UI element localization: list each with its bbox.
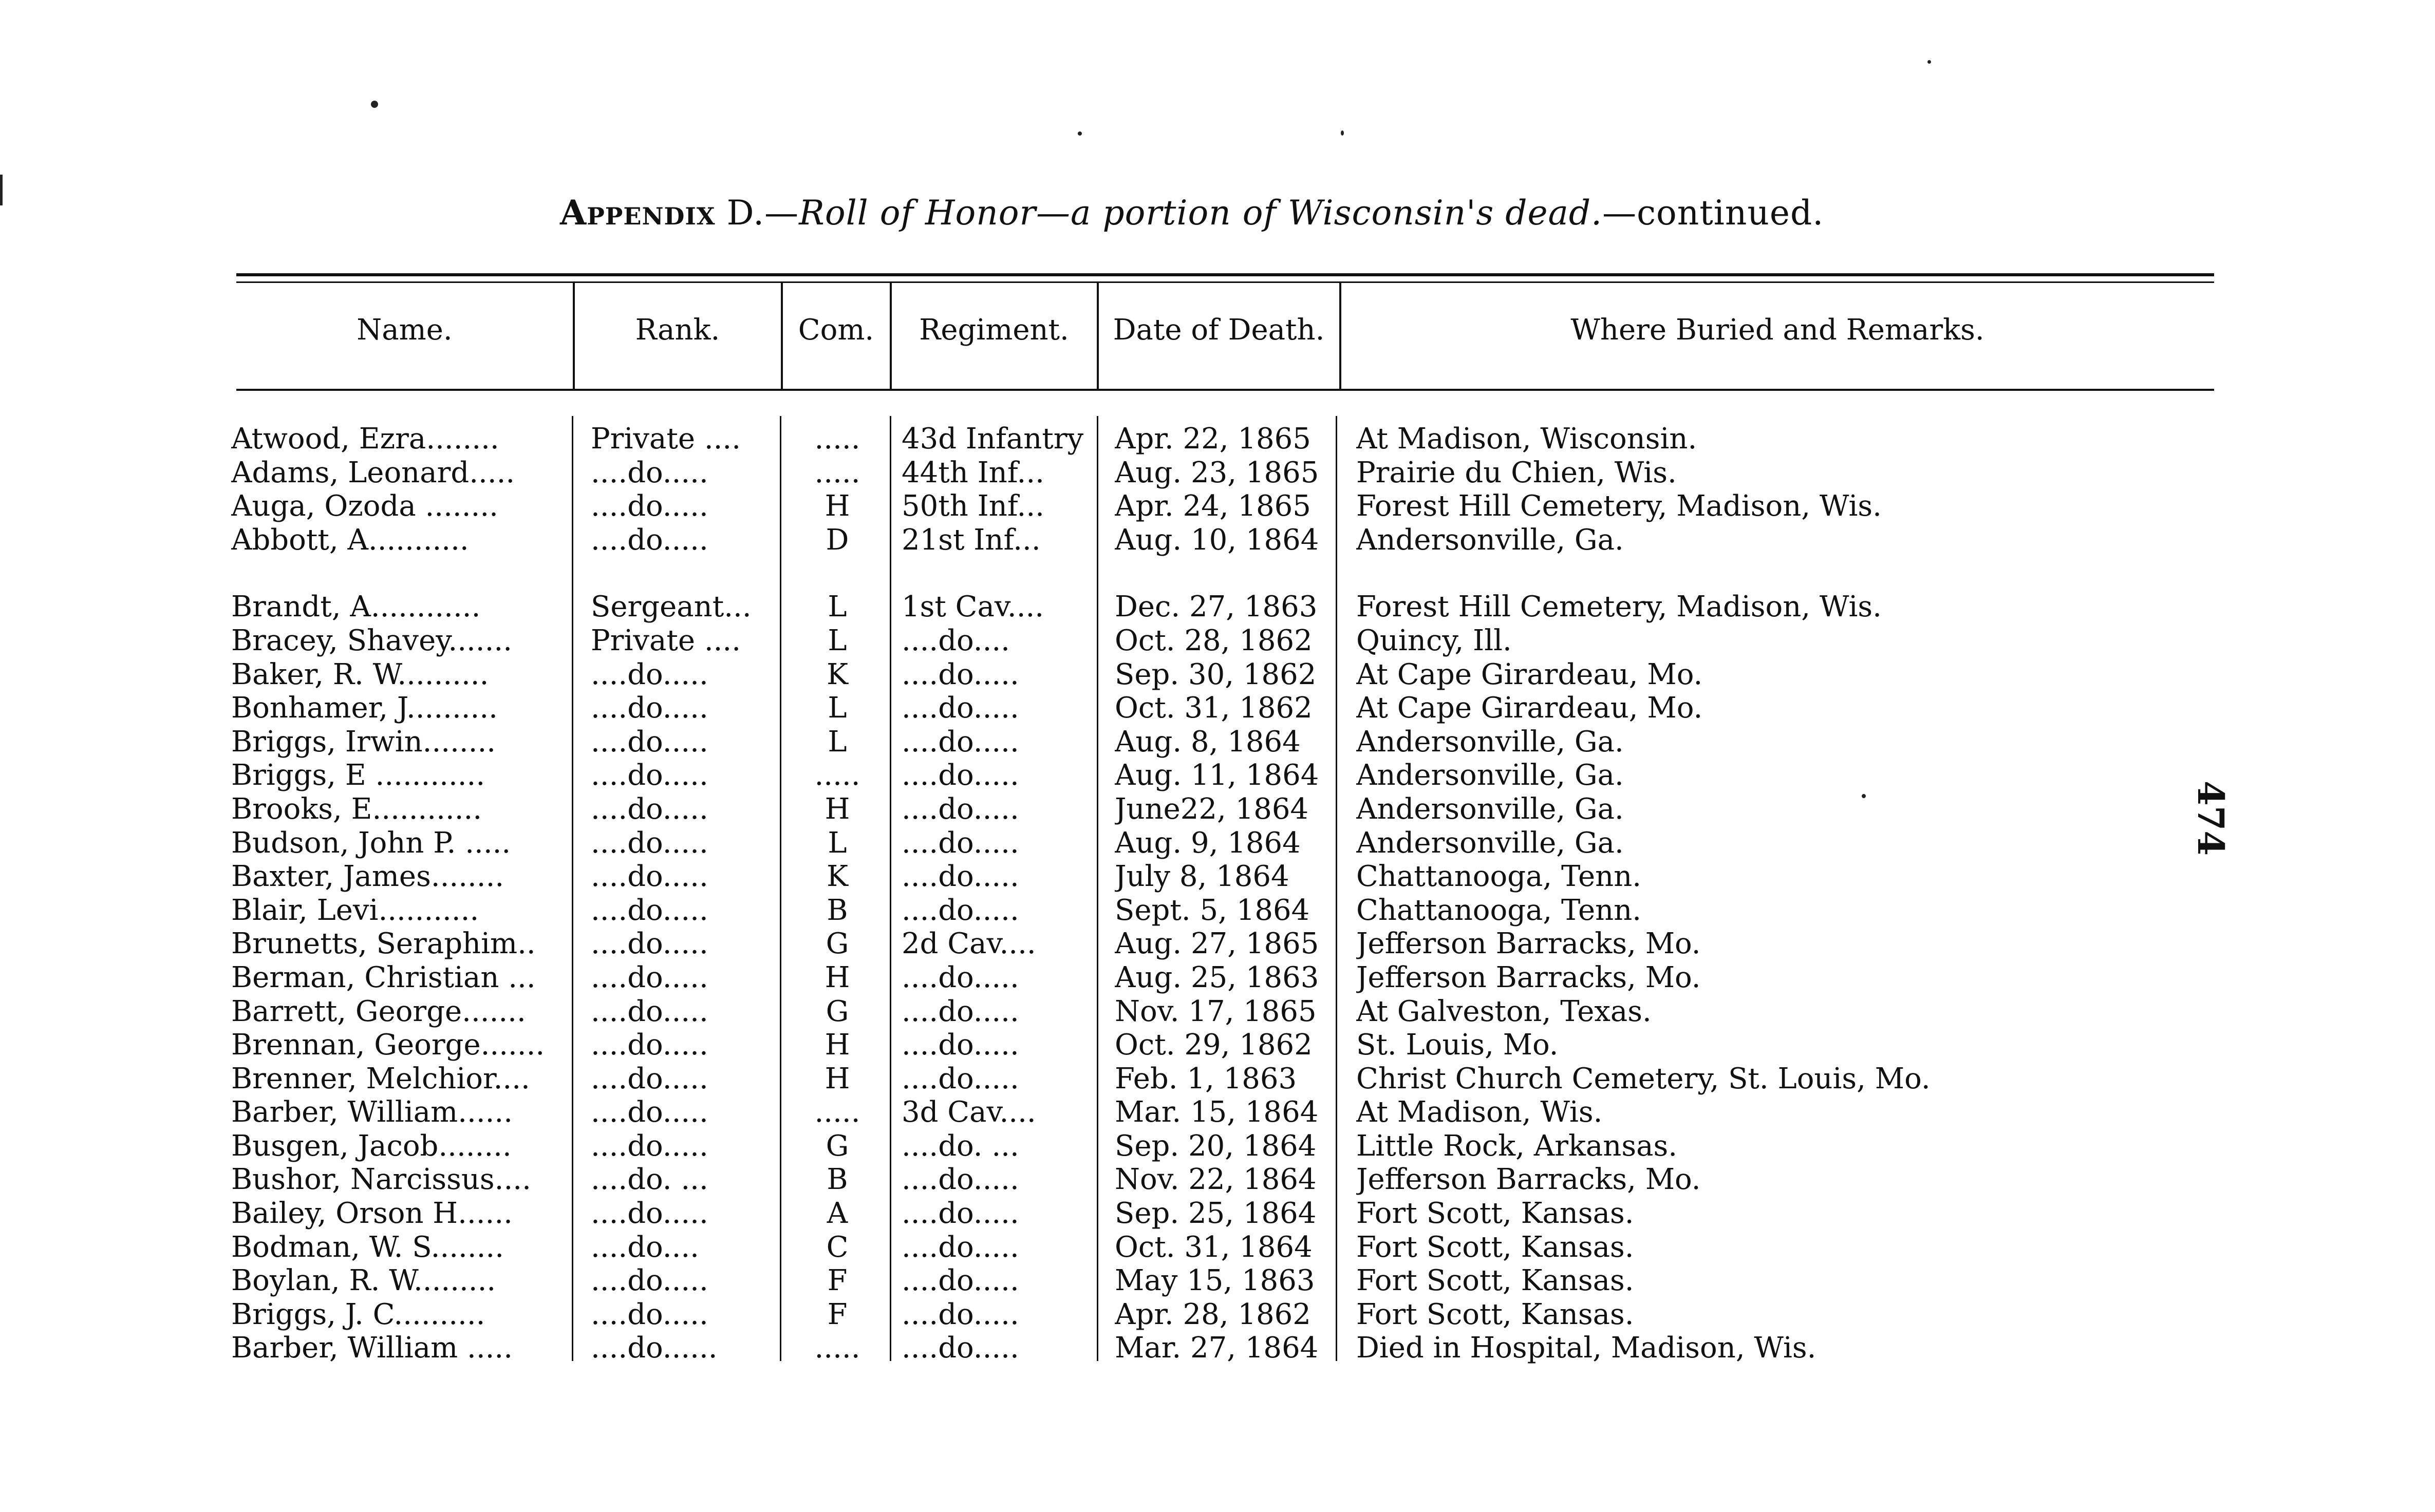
cell-where-buried: Died in Hospital, Madison, Wis. xyxy=(1356,1331,1816,1365)
table-row xyxy=(0,1197,2435,1231)
print-speck xyxy=(1927,60,1931,64)
table-row xyxy=(0,725,2435,759)
cell-where-buried: Andersonville, Ga. xyxy=(1356,523,1624,557)
cell-regiment: ....do..... xyxy=(902,860,1019,894)
cell-date-of-death: Aug. 23, 1865 xyxy=(1115,456,1319,489)
cell-where-buried: At Cape Girardeau, Mo. xyxy=(1356,657,1703,691)
cell-company: H xyxy=(825,1028,850,1062)
page-title xyxy=(560,193,1824,233)
table-row xyxy=(0,826,2435,860)
cell-regiment: ....do.... xyxy=(902,623,1010,657)
cell-name: Atwood, Ezra........ xyxy=(231,422,499,456)
cell-rank: ....do..... xyxy=(591,927,708,961)
print-speck xyxy=(1341,130,1344,136)
cell-company: L xyxy=(828,826,847,860)
cell-rank: Private .... xyxy=(591,422,741,456)
cell-where-buried: Fort Scott, Kansas. xyxy=(1356,1264,1634,1298)
cell-regiment: ....do..... xyxy=(902,826,1019,860)
cell-date-of-death: Dec. 27, 1863 xyxy=(1115,590,1318,624)
cell-regiment: 44th Inf... xyxy=(902,456,1044,489)
cell-regiment: ....do..... xyxy=(902,1062,1019,1095)
cell-company: D xyxy=(826,523,849,557)
cell-name: Busgen, Jacob........ xyxy=(231,1129,512,1163)
table-row xyxy=(0,422,2435,456)
cell-rank: Private .... xyxy=(591,623,741,657)
cell-rank: ....do..... xyxy=(591,523,708,557)
cell-name: Abbott, A........... xyxy=(231,523,469,557)
cell-rank: ....do..... xyxy=(591,1028,708,1062)
title-italic: Roll of Honor—a portion of Wisconsin's dead. xyxy=(799,193,1603,233)
cell-where-buried: At Madison, Wis. xyxy=(1356,1095,1603,1129)
cell-rank: ....do..... xyxy=(591,725,708,759)
cell-rank: ....do..... xyxy=(591,792,708,826)
cell-date-of-death: Apr. 28, 1862 xyxy=(1115,1297,1311,1331)
cell-where-buried: Fort Scott, Kansas. xyxy=(1356,1230,1634,1264)
table-row xyxy=(0,759,2435,792)
cell-name: Barber, William ..... xyxy=(231,1331,513,1365)
cell-name: Barrett, George....... xyxy=(231,994,526,1028)
cell-name: Bodman, W. S........ xyxy=(231,1230,504,1264)
cell-regiment: ....do..... xyxy=(902,1028,1019,1062)
page-number: 474 xyxy=(2189,781,2232,856)
cell-regiment: ....do..... xyxy=(902,1163,1019,1197)
table-row xyxy=(0,792,2435,826)
table-row xyxy=(0,1231,2435,1264)
cell-company: F xyxy=(827,1297,848,1331)
cell-company: H xyxy=(825,1062,850,1095)
cell-where-buried: Andersonville, Ga. xyxy=(1356,826,1624,860)
title-letter: D.— xyxy=(726,193,799,233)
cell-rank: ....do..... xyxy=(591,1264,708,1298)
cell-name: Briggs, J. C.......... xyxy=(231,1297,485,1331)
print-speck xyxy=(1862,794,1866,798)
cell-name: Baxter, James........ xyxy=(231,860,504,894)
cell-regiment: ....do. ... xyxy=(902,1129,1019,1163)
table-row xyxy=(0,927,2435,961)
cell-date-of-death: Aug. 9, 1864 xyxy=(1115,826,1301,860)
cell-where-buried: St. Louis, Mo. xyxy=(1356,1028,1559,1062)
cell-name: Bushor, Narcissus.... xyxy=(231,1163,531,1197)
cell-company: G xyxy=(826,927,849,961)
cell-company: L xyxy=(828,623,847,657)
cell-rank: ....do...... xyxy=(591,1331,718,1365)
cell-where-buried: Christ Church Cemetery, St. Louis, Mo. xyxy=(1356,1062,1931,1095)
cell-rank: ....do..... xyxy=(591,1197,708,1231)
cell-date-of-death: Nov. 17, 1865 xyxy=(1115,994,1317,1028)
cell-company: C xyxy=(826,1230,849,1264)
cell-where-buried: Jefferson Barracks, Mo. xyxy=(1356,927,1701,961)
cell-name: Bailey, Orson H...... xyxy=(231,1197,513,1231)
cell-where-buried: Andersonville, Ga. xyxy=(1356,725,1624,759)
cell-date-of-death: Aug. 11, 1864 xyxy=(1115,759,1319,792)
print-speck xyxy=(371,101,378,108)
cell-rank: Sergeant... xyxy=(591,590,752,624)
cell-where-buried: Fort Scott, Kansas. xyxy=(1356,1297,1634,1331)
cell-regiment: 50th Inf... xyxy=(902,489,1044,523)
cell-where-buried: Prairie du Chien, Wis. xyxy=(1356,456,1677,489)
cell-regiment: 21st Inf... xyxy=(902,523,1041,557)
cell-date-of-death: Sep. 25, 1864 xyxy=(1115,1197,1317,1231)
cell-name: Briggs, E ............ xyxy=(231,759,485,792)
cell-rank: ....do..... xyxy=(591,860,708,894)
cell-where-buried: Jefferson Barracks, Mo. xyxy=(1356,1163,1701,1197)
cell-regiment: ....do..... xyxy=(902,1197,1019,1231)
cell-rank: ....do..... xyxy=(591,759,708,792)
cell-name: Boylan, R. W......... xyxy=(231,1264,496,1298)
cell-name: Brooks, E............ xyxy=(231,792,482,826)
cell-rank: ....do..... xyxy=(591,960,708,994)
cell-regiment: ....do..... xyxy=(902,725,1019,759)
cell-company: ..... xyxy=(814,456,860,489)
cell-date-of-death: Oct. 29, 1862 xyxy=(1115,1028,1313,1062)
cell-where-buried: Jefferson Barracks, Mo. xyxy=(1356,960,1701,994)
cell-name: Adams, Leonard..... xyxy=(231,456,515,489)
table-row xyxy=(0,1028,2435,1062)
cell-regiment: 43d Infantry xyxy=(902,422,1084,456)
table-row xyxy=(0,860,2435,894)
table-row xyxy=(0,1331,2435,1365)
cell-rank: ....do..... xyxy=(591,657,708,691)
cell-rank: ....do..... xyxy=(591,1297,708,1331)
cell-name: Auga, Ozoda ........ xyxy=(231,489,498,523)
cell-where-buried: At Galveston, Texas. xyxy=(1356,994,1652,1028)
column-header-rank: Rank. xyxy=(635,313,720,347)
cell-company: ..... xyxy=(814,1095,860,1129)
cell-regiment: ....do..... xyxy=(902,1331,1019,1365)
cell-name: Bonhamer, J.......... xyxy=(231,691,498,725)
cell-rank: ....do..... xyxy=(591,1095,708,1129)
cell-rank: ....do..... xyxy=(591,489,708,523)
cell-where-buried: Little Rock, Arkansas. xyxy=(1356,1129,1677,1163)
cell-company: ..... xyxy=(814,759,860,792)
cell-date-of-death: Sep. 30, 1862 xyxy=(1115,657,1317,691)
table-row xyxy=(0,590,2435,624)
table-row xyxy=(0,523,2435,557)
cell-rank: ....do..... xyxy=(591,456,708,489)
cell-company: A xyxy=(827,1197,848,1231)
cell-regiment: ....do..... xyxy=(902,893,1019,927)
cell-regiment: 1st Cav.... xyxy=(902,590,1044,624)
cell-company: B xyxy=(827,1163,848,1197)
cell-regiment: ....do..... xyxy=(902,1230,1019,1264)
column-header-date: Date of Death. xyxy=(1113,313,1325,347)
cell-rank: ....do..... xyxy=(591,691,708,725)
top-rule-thin xyxy=(236,281,2214,283)
column-header-name: Name. xyxy=(357,313,453,347)
cell-date-of-death: June22, 1864 xyxy=(1115,792,1309,826)
cell-regiment: ....do..... xyxy=(902,960,1019,994)
table-row xyxy=(0,1095,2435,1129)
cell-company: K xyxy=(827,657,848,691)
cell-name: Brennan, George....... xyxy=(231,1028,545,1062)
print-speck xyxy=(0,175,3,205)
cell-name: Barber, William...... xyxy=(231,1095,513,1129)
cell-name: Budson, John P. ..... xyxy=(231,826,511,860)
table-row xyxy=(0,1129,2435,1163)
column-header-where: Where Buried and Remarks. xyxy=(1570,313,1984,347)
cell-regiment: ....do..... xyxy=(902,759,1019,792)
title-appendix: Appendix xyxy=(560,193,716,233)
cell-where-buried: Fort Scott, Kansas. xyxy=(1356,1197,1634,1231)
table-row xyxy=(0,894,2435,928)
cell-date-of-death: Mar. 15, 1864 xyxy=(1115,1095,1319,1129)
table-row xyxy=(0,489,2435,523)
cell-company: G xyxy=(826,1129,849,1163)
cell-where-buried: Quincy, Ill. xyxy=(1356,623,1512,657)
cell-where-buried: Chattanooga, Tenn. xyxy=(1356,893,1642,927)
cell-date-of-death: Mar. 27, 1864 xyxy=(1115,1331,1319,1365)
table-row xyxy=(0,624,2435,658)
table-row xyxy=(0,1298,2435,1332)
cell-regiment: ....do..... xyxy=(902,1297,1019,1331)
cell-regiment: 2d Cav.... xyxy=(902,927,1036,961)
cell-name: Blair, Levi........... xyxy=(231,893,479,927)
cell-rank: ....do..... xyxy=(591,994,708,1028)
cell-name: Brunetts, Seraphim.. xyxy=(231,927,536,961)
cell-company: ..... xyxy=(814,1331,860,1365)
cell-where-buried: Forest Hill Cemetery, Madison, Wis. xyxy=(1356,489,1882,523)
table-row xyxy=(0,1163,2435,1197)
cell-company: H xyxy=(825,792,850,826)
cell-where-buried: At Cape Girardeau, Mo. xyxy=(1356,691,1703,725)
cell-company: H xyxy=(825,489,850,523)
roll-table-body xyxy=(0,422,2435,1365)
cell-regiment: ....do..... xyxy=(902,792,1019,826)
cell-date-of-death: Sept. 5, 1864 xyxy=(1115,893,1310,927)
cell-regiment: 3d Cav.... xyxy=(902,1095,1036,1129)
cell-rank: ....do.... xyxy=(591,1230,699,1264)
cell-date-of-death: Aug. 8, 1864 xyxy=(1115,725,1301,759)
table-row xyxy=(0,658,2435,692)
cell-company: ..... xyxy=(814,422,860,456)
cell-date-of-death: Aug. 27, 1865 xyxy=(1115,927,1319,961)
cell-company: G xyxy=(826,994,849,1028)
cell-name: Berman, Christian ... xyxy=(231,960,536,994)
cell-name: Briggs, Irwin........ xyxy=(231,725,496,759)
cell-rank: ....do..... xyxy=(591,826,708,860)
table-row xyxy=(0,961,2435,995)
cell-date-of-death: Nov. 22, 1864 xyxy=(1115,1163,1317,1197)
cell-date-of-death: Feb. 1, 1863 xyxy=(1115,1062,1297,1095)
cell-where-buried: Forest Hill Cemetery, Madison, Wis. xyxy=(1356,590,1882,624)
cell-where-buried: Chattanooga, Tenn. xyxy=(1356,860,1642,894)
title-tail: —continued. xyxy=(1602,193,1824,233)
cell-company: L xyxy=(828,590,847,624)
cell-date-of-death: Aug. 10, 1864 xyxy=(1115,523,1319,557)
table-row xyxy=(0,1062,2435,1096)
cell-date-of-death: Aug. 25, 1863 xyxy=(1115,960,1319,994)
cell-where-buried: At Madison, Wisconsin. xyxy=(1356,422,1697,456)
cell-company: L xyxy=(828,725,847,759)
table-row xyxy=(0,1264,2435,1298)
cell-name: Baker, R. W.......... xyxy=(231,657,489,691)
cell-name: Bracey, Shavey....... xyxy=(231,623,513,657)
cell-name: Brandt, A............ xyxy=(231,590,481,624)
cell-rank: ....do. ... xyxy=(591,1163,708,1197)
cell-date-of-death: Oct. 31, 1864 xyxy=(1115,1230,1313,1264)
column-header-regiment: Regiment. xyxy=(919,313,1069,347)
cell-rank: ....do..... xyxy=(591,893,708,927)
cell-where-buried: Andersonville, Ga. xyxy=(1356,759,1624,792)
cell-date-of-death: Apr. 22, 1865 xyxy=(1115,422,1311,456)
cell-date-of-death: July 8, 1864 xyxy=(1115,860,1289,894)
cell-regiment: ....do..... xyxy=(902,994,1019,1028)
cell-company: B xyxy=(827,893,848,927)
cell-name: Brenner, Melchior.... xyxy=(231,1062,530,1095)
cell-company: K xyxy=(827,860,848,894)
table-row xyxy=(0,995,2435,1029)
header-bottom-rule xyxy=(236,389,2214,391)
cell-regiment: ....do..... xyxy=(902,1264,1019,1298)
cell-date-of-death: Sep. 20, 1864 xyxy=(1115,1129,1317,1163)
cell-where-buried: Andersonville, Ga. xyxy=(1356,792,1624,826)
cell-date-of-death: Oct. 31, 1862 xyxy=(1115,691,1313,725)
cell-company: H xyxy=(825,960,850,994)
column-header-com: Com. xyxy=(798,313,874,347)
cell-date-of-death: Apr. 24, 1865 xyxy=(1115,489,1311,523)
cell-date-of-death: Oct. 28, 1862 xyxy=(1115,623,1313,657)
table-row xyxy=(0,691,2435,725)
cell-company: L xyxy=(828,691,847,725)
cell-regiment: ....do..... xyxy=(902,657,1019,691)
table-row xyxy=(0,456,2435,490)
print-speck xyxy=(1078,131,1082,136)
cell-rank: ....do..... xyxy=(591,1129,708,1163)
top-rule-thick xyxy=(236,273,2214,276)
cell-regiment: ....do..... xyxy=(902,691,1019,725)
cell-date-of-death: May 15, 1863 xyxy=(1115,1264,1315,1298)
cell-company: F xyxy=(827,1264,848,1298)
cell-rank: ....do..... xyxy=(591,1062,708,1095)
